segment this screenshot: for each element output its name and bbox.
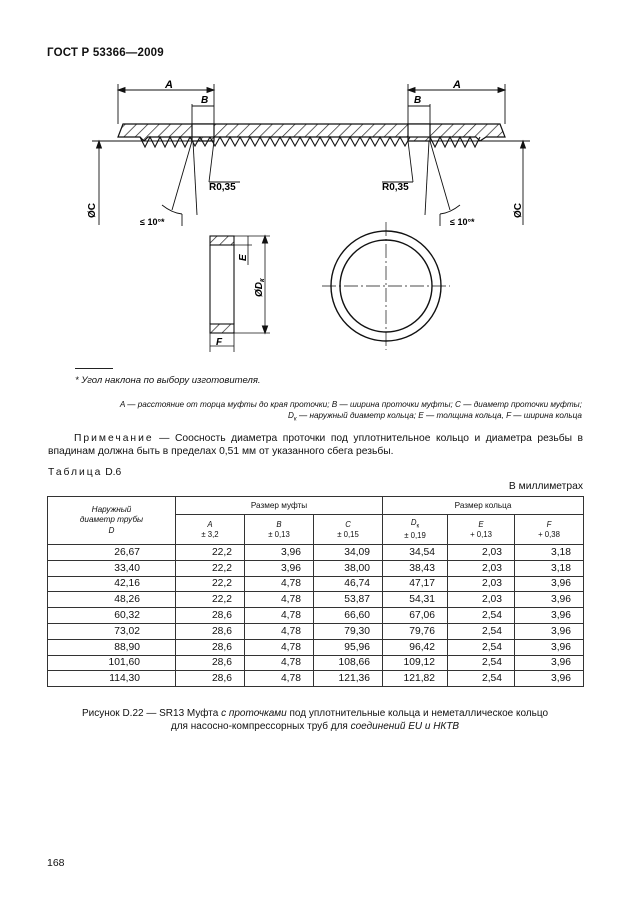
table-cell: 3,96: [515, 639, 584, 655]
table-cell: 38,43: [383, 560, 448, 576]
table-cell: 42,16: [48, 576, 176, 592]
radius-right: R0,35: [382, 182, 409, 193]
groove-left: [192, 124, 214, 137]
table-cell: 2,54: [448, 655, 515, 671]
table-cell: 3,96: [515, 623, 584, 639]
table-cell: 22,2: [176, 560, 245, 576]
table-cell: 28,6: [176, 608, 245, 624]
table-cell: 2,54: [448, 608, 515, 624]
table-cell: 2,54: [448, 623, 515, 639]
footnote: * Угол наклона по выбору изготовителя.: [75, 375, 261, 386]
dimensions-table: [47, 496, 584, 687]
header-sub-4: E + 0,13: [448, 515, 515, 545]
header-ring: Размер кольца: [383, 497, 584, 515]
table-cell: 28,6: [176, 639, 245, 655]
table-cell: 88,90: [48, 639, 176, 655]
radius-left: R0,35: [209, 182, 236, 193]
table-cell: 47,17: [383, 576, 448, 592]
table-cell: 28,6: [176, 655, 245, 671]
groove-right: [408, 124, 430, 137]
table-cell: 4,78: [245, 608, 314, 624]
table-cell: 4,78: [245, 623, 314, 639]
header-pipe-diameter: Наружный диаметр трубы D: [48, 497, 176, 545]
table-row: [48, 639, 584, 655]
table-cell: 114,30: [48, 671, 176, 687]
table-cell: 4,78: [245, 671, 314, 687]
table-cell: 33,40: [48, 560, 176, 576]
table-cell: 66,60: [314, 608, 383, 624]
table-cell: 22,2: [176, 592, 245, 608]
table-cell: 101,60: [48, 655, 176, 671]
table-cell: 3,96: [515, 576, 584, 592]
table-cell: 121,36: [314, 671, 383, 687]
table-row: [48, 545, 584, 561]
table-cell: 4,78: [245, 576, 314, 592]
table-cell: 67,06: [383, 608, 448, 624]
ring-front-view: [322, 222, 450, 350]
table-cell: 28,6: [176, 671, 245, 687]
label-f: F: [216, 337, 223, 348]
header-sub-2: C ± 0,15: [314, 515, 383, 545]
angle-right: ≤ 10°*: [450, 217, 475, 227]
table-cell: 34,09: [314, 545, 383, 561]
legend-line-2: $D_к$ — наружный диаметр кольца; E — толщина кольца, F — ширина кольца: [287, 411, 582, 423]
label-c-left: ØC: [87, 203, 98, 218]
table-cell: 3,18: [515, 560, 584, 576]
table-row: [48, 592, 584, 608]
table-caption: Таблица D.6: [48, 467, 122, 478]
technical-drawing: [0, 0, 630, 365]
label-dk: $ØD_к$: [254, 278, 266, 297]
table-cell: 38,00: [314, 560, 383, 576]
table-cell: 22,2: [176, 545, 245, 561]
table-cell: 2,03: [448, 560, 515, 576]
table-row: [48, 576, 584, 592]
table-cell: 3,96: [515, 671, 584, 687]
label-b-left: B: [201, 95, 209, 106]
table-cell: 3,96: [515, 592, 584, 608]
header-sub-1: B ± 0,13: [245, 515, 314, 545]
label-b-right: B: [414, 95, 422, 106]
table-cell: 79,76: [383, 623, 448, 639]
table-cell: 3,96: [515, 608, 584, 624]
table-cell: 54,31: [383, 592, 448, 608]
note: [48, 432, 583, 458]
table-units: В миллиметрах: [508, 481, 583, 492]
table-row: [48, 655, 584, 671]
table-cell: 2,54: [448, 671, 515, 687]
table-cell: 4,78: [245, 592, 314, 608]
legend-line-1: A — расстояние от торца муфты до края проточки; B — ширина проточки муфты; C — диаметр проточки муфты;: [119, 400, 582, 409]
table-cell: 3,18: [515, 545, 584, 561]
footnote-separator: [75, 368, 113, 369]
table-cell: 73,02: [48, 623, 176, 639]
table-row: [48, 671, 584, 687]
table-cell: 95,96: [314, 639, 383, 655]
table-cell: 121,82: [383, 671, 448, 687]
document-header: ГОСТ Р 53366—2009: [47, 47, 164, 59]
note-text: — Соосность диаметра проточки под уплотнительное кольцо и диаметра резьбы в впадинам должна быть в пределах 0,51 мм от указанного сбега резьбы.: [48, 433, 583, 457]
table-cell: 28,6: [176, 623, 245, 639]
table-cell: 34,54: [383, 545, 448, 561]
table-row: [48, 560, 584, 576]
table-cell: 46,74: [314, 576, 383, 592]
dimension-c: [92, 141, 530, 225]
label-e: E: [238, 254, 249, 261]
table-cell: 108,66: [314, 655, 383, 671]
table-cell: 2,03: [448, 592, 515, 608]
header-sub-0: A ± 3,2: [176, 515, 245, 545]
table-cell: 3,96: [515, 655, 584, 671]
table-cell: 3,96: [245, 545, 314, 561]
table-row: [48, 623, 584, 639]
label-a-left: A: [165, 79, 173, 91]
table-cell: 26,67: [48, 545, 176, 561]
table-cell: 4,78: [245, 639, 314, 655]
header-sub-5: F + 0,38: [515, 515, 584, 545]
figure-caption: Рисунок D.22 — SR13 Муфта с проточками под уплотнительные кольца и неметаллическое кольцо для насосно-компрессорных труб для соединений EU и НКТВ: [81, 708, 549, 732]
note-label: Примечание: [74, 433, 154, 444]
header-sub-3: $D_к$ ± 0,19: [383, 515, 448, 545]
table-cell: 2,54: [448, 639, 515, 655]
table-cell: 48,26: [48, 592, 176, 608]
label-c-right: ØC: [513, 203, 524, 218]
table-cell: 22,2: [176, 576, 245, 592]
page-number: 168: [47, 857, 65, 869]
table-cell: 79,30: [314, 623, 383, 639]
table-cell: 96,42: [383, 639, 448, 655]
label-a-right: A: [453, 79, 461, 91]
table-cell: 3,96: [245, 560, 314, 576]
table-cell: 2,03: [448, 576, 515, 592]
table-row: [48, 608, 584, 624]
coupling-section: [118, 124, 505, 141]
angle-left: ≤ 10°*: [140, 217, 165, 227]
table-cell: 2,03: [448, 545, 515, 561]
table-cell: 53,87: [314, 592, 383, 608]
table-cell: 60,32: [48, 608, 176, 624]
table-cell: 4,78: [245, 655, 314, 671]
header-coupling: Размер муфты: [176, 497, 383, 515]
table-cell: 109,12: [383, 655, 448, 671]
